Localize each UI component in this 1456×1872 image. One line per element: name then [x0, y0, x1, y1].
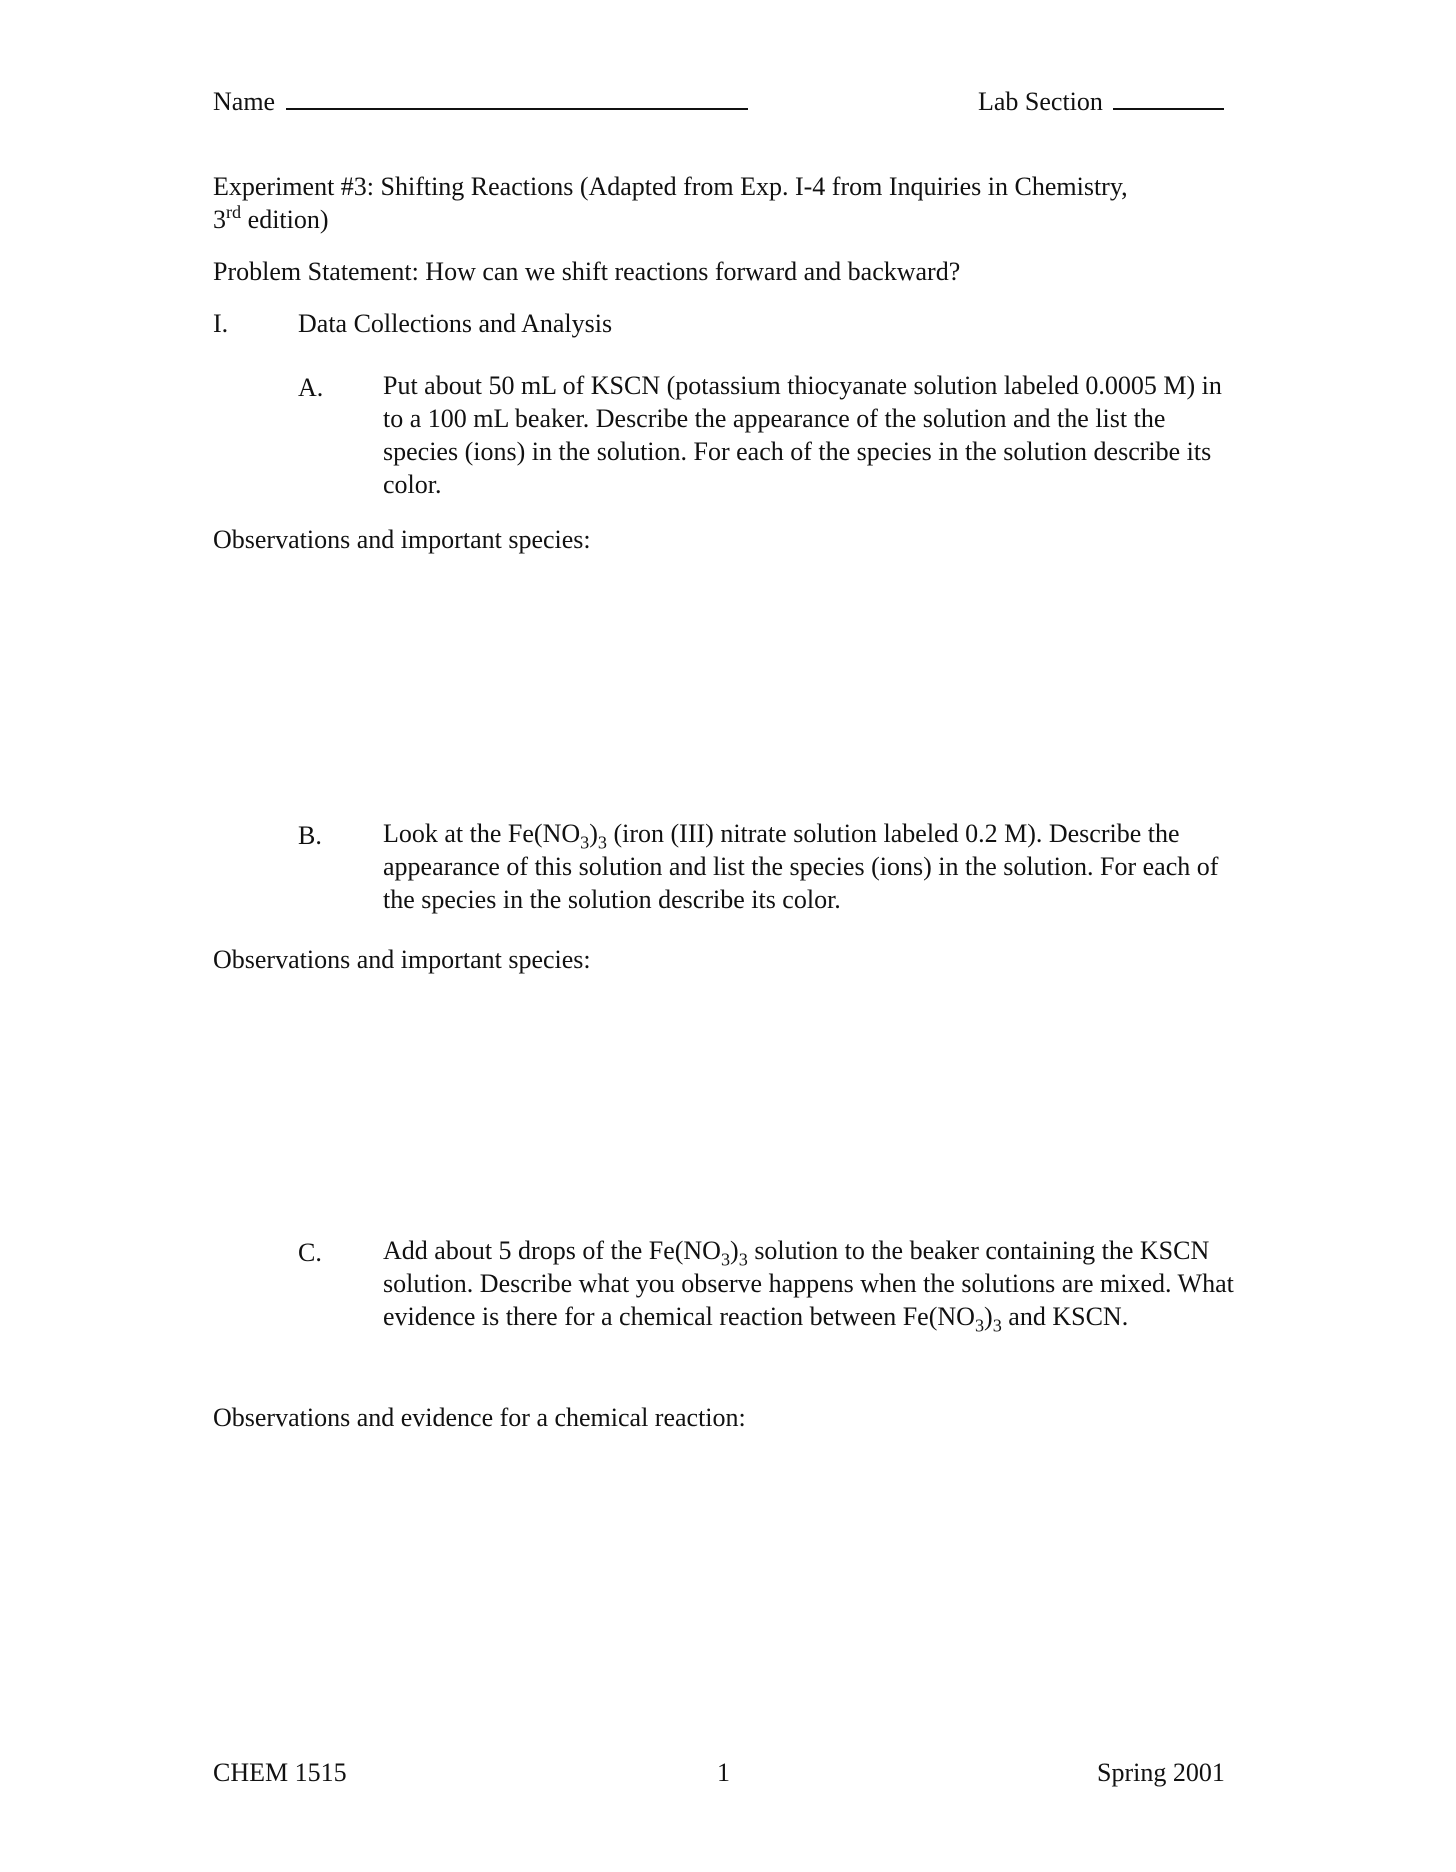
part-c-text: Add about 5 drops of the $Fe(NO_3)_3$ solution to the beaker containing the KSCN solution. Describe what you observe happens when the solutions are mixed. What evidence is there for a chemical reaction between $Fe(NO_3)_3$ and KSCN. [383, 1236, 1234, 1336]
section-numeral: I. [213, 309, 229, 338]
part-b-text: Look at the $Fe(NO_3)_3$ (iron (III) nitrate solution labeled 0.2 M). Describe the appearance of this solution and list the species (ions) in the solution. For each of the species in the solution describe its color. [383, 819, 1219, 914]
lab-section-label: Lab Section [978, 87, 1103, 116]
section-heading: Data Collections and Analysis [298, 309, 613, 338]
part-c-letter: C. [298, 1238, 322, 1267]
part-a-letter: A. [298, 373, 324, 402]
footer-page-number: 1 [717, 1758, 730, 1787]
part-a-text: Put about 50 mL of KSCN (potassium thiocyanate solution labeled 0.0005 M) in to a 100 mL beaker. Describe the appearance of the solution and the list the species (ions) in the solution. For each of the species in the solution describe its color. [383, 371, 1222, 499]
part-b-letter: B. [298, 821, 322, 850]
experiment-title [213, 171, 1128, 204]
part-a-answer-area[interactable] [213, 565, 1243, 795]
name-blank[interactable] [286, 82, 748, 110]
part-c-answer-area[interactable] [213, 1443, 1243, 1713]
name-label: Name [213, 87, 276, 116]
lab-section-field [978, 82, 1224, 119]
footer-term: Spring 2001 [1097, 1758, 1225, 1787]
footer-course: CHEM 1515 [213, 1758, 347, 1787]
part-b-answer-area[interactable] [213, 985, 1243, 1215]
part-b-answer-label: Observations and important species: [213, 945, 591, 974]
experiment-edition: 3rd edition) [213, 202, 329, 234]
part-c-answer-label: Observations and evidence for a chemical reaction: [213, 1403, 746, 1432]
lab-section-blank[interactable] [1113, 82, 1224, 110]
problem-statement: Problem Statement: How can we shift reactions forward and backward? [213, 257, 961, 286]
part-a-answer-label: Observations and important species: [213, 525, 591, 554]
name-field [213, 82, 748, 119]
experiment-title-line1: Experiment #3: Shifting Reactions (Adapted from Exp. I-4 from Inquiries in Chemistry, [213, 172, 1128, 201]
